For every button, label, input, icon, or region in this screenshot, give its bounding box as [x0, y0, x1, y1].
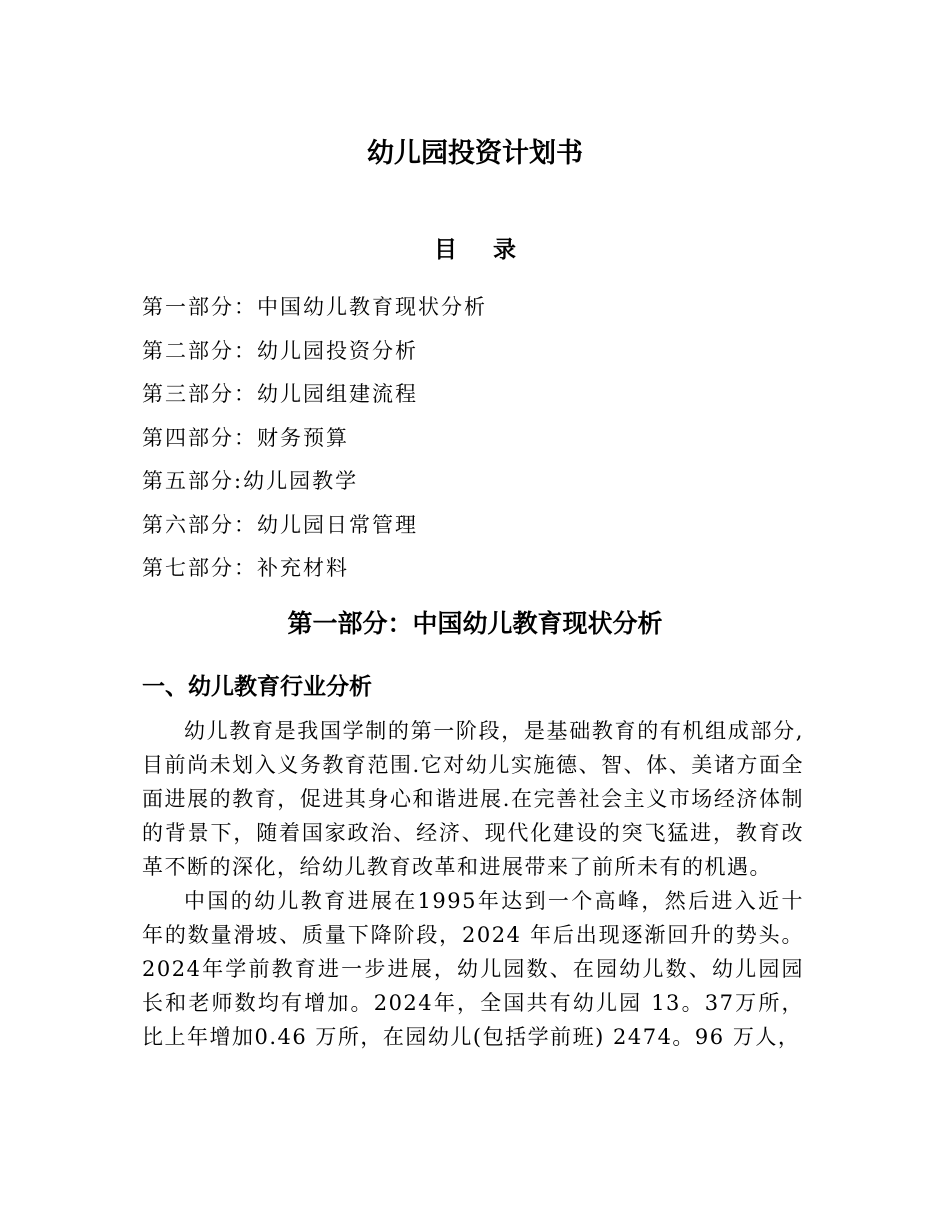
- toc-heading: 目 录: [433, 237, 530, 263]
- toc-item: 第四部分：财务预算: [142, 425, 349, 450]
- table-of-contents: [142, 286, 487, 591]
- paragraph: 幼儿教育是我国学制的第一阶段，是基础教育的有机组成部分,目前尚未划入义务教育范围.它对幼儿实施德、智、体、美诸方面全面进展的教育，促进其身心和谐进展.在完善社会主义市场经济体制的背景下，随着国家政治、经济、现代化建设的突飞猛进，教育改革不断的深化，给幼儿教育改革和进展带来了前所未有的机遇。: [142, 719, 804, 879]
- sub-heading: 一、幼儿教育行业分析: [142, 674, 372, 700]
- paragraph: 中国的幼儿教育进展在1995年达到一个高峰，然后进入近十年的数量滑坡、质量下降阶段，2024 年后出现逐渐回升的势头。2024年学前教育进一步进展，幼儿园数、在园幼儿数、幼儿园园长和老师数均有增加。2024年，全国共有幼儿园 13。37万所，比上年增加0.46 万所，在园幼儿(包括学前班) 2474。96 万人，: [142, 889, 804, 1049]
- document-title: 幼儿园投资计划书: [367, 138, 583, 169]
- toc-item: 第七部分：补充材料: [142, 556, 349, 580]
- toc-item: 第六部分：幼儿园日常管理: [142, 512, 418, 537]
- toc-item: 第一部分：中国幼儿教育现状分析: [142, 295, 487, 319]
- toc-item: 第三部分：幼儿园组建流程: [142, 382, 418, 406]
- body-text: [142, 714, 804, 1054]
- section-heading: 第一部分：中国幼儿教育现状分析: [287, 609, 663, 638]
- toc-item: 第五部分:幼儿园教学: [142, 469, 359, 493]
- toc-item: 第二部分：幼儿园投资分析: [142, 338, 418, 363]
